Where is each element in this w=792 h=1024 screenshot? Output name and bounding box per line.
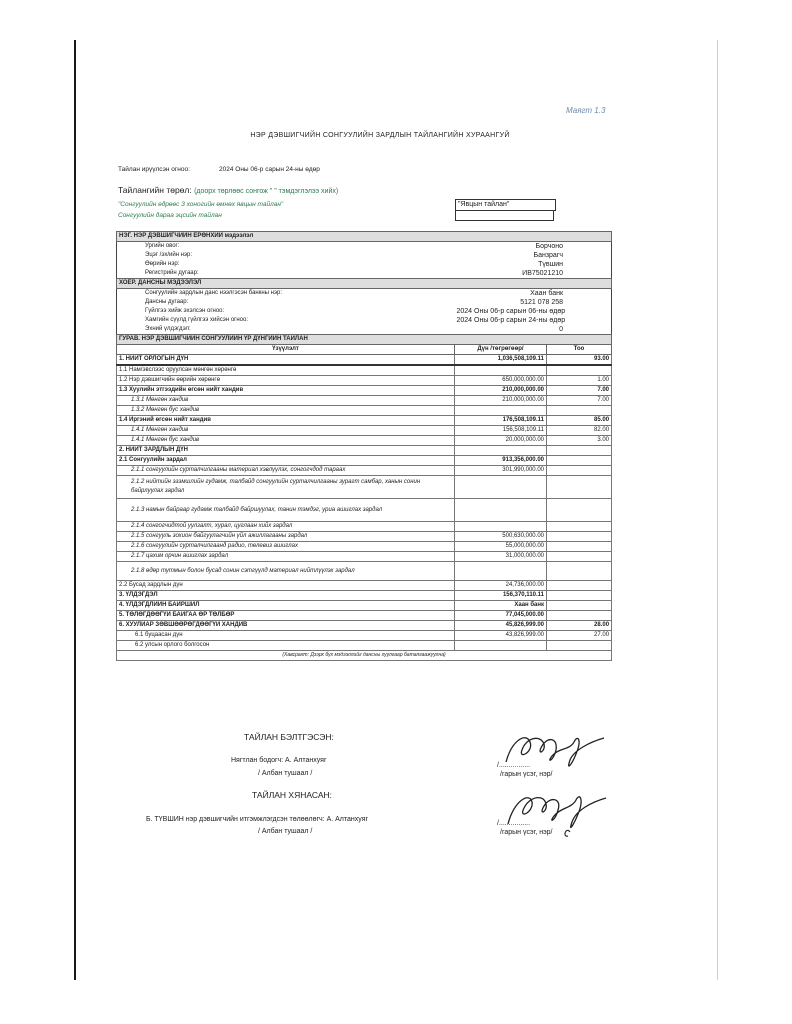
- annex-label: Маягт 1.3: [566, 106, 606, 115]
- col-count-header: Тоо: [547, 345, 612, 355]
- info-value: Банзрагч: [533, 252, 564, 259]
- row-amount: 156,508,109.11: [455, 426, 547, 436]
- row-indicator: 3. ҮЛДЭГДЭЛ: [117, 591, 455, 601]
- row-indicator: 1. НИЙТ ОРЛОГЫН ДҮН: [117, 355, 455, 366]
- table-row: [117, 611, 612, 621]
- row-amount: [455, 522, 547, 532]
- row-count: [547, 406, 612, 416]
- info-row: [117, 269, 612, 279]
- row-amount: [455, 499, 547, 522]
- row-amount: 24,736,000.00: [455, 581, 547, 591]
- row-count: 28.00: [547, 621, 612, 631]
- section-2-header: [117, 279, 612, 289]
- row-amount: 55,000,000.00: [455, 542, 547, 552]
- row-count: 3.00: [547, 436, 612, 446]
- info-label: Эхний үлдэгдэл:: [145, 326, 191, 332]
- table-row: [117, 601, 612, 611]
- row-count: [547, 591, 612, 601]
- page-edge-left: [74, 40, 76, 980]
- row-count: [547, 466, 612, 476]
- info-label: Гүйлгээ хийж эхэлсэн огноо:: [145, 308, 225, 314]
- row-amount: 20,000,000.00: [455, 436, 547, 446]
- info-value: 5121 078 258: [520, 299, 564, 306]
- row-indicator: 2.1.7 цахим орчин ашиглах зардал: [117, 552, 455, 562]
- row-amount: 77,045,000.00: [455, 611, 547, 621]
- row-indicator: 1.4 Иргэний өгсөн нийт хандив: [117, 416, 455, 426]
- table-row: [117, 499, 612, 522]
- row-amount: 176,508,109.11: [455, 416, 547, 426]
- row-count: [547, 611, 612, 621]
- row-amount: [455, 562, 547, 581]
- sign-caption-2: /гарын үсэг, нэр/: [500, 829, 553, 836]
- table-row: [117, 396, 612, 406]
- row-count: [547, 562, 612, 581]
- row-indicator: 2.1.3 намын байраар гудамж талбайд байршуулах, танин тэмдэг, уриа ашиглах зардал: [117, 499, 455, 522]
- row-count: [547, 641, 612, 651]
- table-row: [117, 355, 612, 366]
- row-indicator: 1.4.1 Мөнгөн бус хандив: [117, 436, 455, 446]
- info-row: [117, 260, 612, 269]
- row-indicator: 4. ҮЛДЭГДЛИЙН БАЙРШИЛ: [117, 601, 455, 611]
- table-row: [117, 436, 612, 446]
- table-row: [117, 522, 612, 532]
- row-indicator: 2.1 Сонгуулийн зардал: [117, 456, 455, 466]
- table-row: [117, 631, 612, 641]
- info-label: Сонгуулийн зардлын данс нээлгэсэн банкны нэр:: [145, 290, 283, 296]
- row-amount: 45,826,999.00: [455, 621, 547, 631]
- table-row: [117, 386, 612, 396]
- info-label: Регистрийн дугаар:: [145, 270, 199, 276]
- table-row: [117, 446, 612, 456]
- row-amount: 1,036,508,109.11: [455, 355, 547, 366]
- verified-title: ТАЙЛАН ХЯНАСАН:: [252, 790, 332, 800]
- sign-line-2: /................: [497, 820, 531, 827]
- row-amount: 43,826,999.00: [455, 631, 547, 641]
- row-amount: [455, 406, 547, 416]
- section-1-header-label: НЭГ. НЭР ДЭВШИГЧИЙН ЕРӨНХИЙ мэдээлэл: [117, 232, 612, 242]
- table-row: [117, 466, 612, 476]
- row-amount: Хаан банк: [455, 601, 547, 611]
- row-indicator: 2.1.5 сонгууль зохион байгуулагчийн үйл ажиллагааны зардал: [117, 532, 455, 542]
- row-amount: 301,990,000.00: [455, 466, 547, 476]
- row-amount: 210,000,000.00: [455, 386, 547, 396]
- date-value: 2024 Оны 06-р сарын 24-ны өдөр: [219, 166, 320, 173]
- row-amount: 500,630,000.00: [455, 532, 547, 542]
- table-note: (Хавсралт: Дээрх бүх мэдээллийг дансны хуулгаар баталгаажуулна): [117, 651, 612, 661]
- row-indicator: 6.1 буцаасан дүн: [117, 631, 455, 641]
- info-value: 2024 Оны 06-р сарын 06-ны өдөр: [456, 308, 566, 315]
- info-value: Борчоно: [535, 243, 564, 250]
- info-label: Ургийн овог:: [145, 243, 180, 249]
- report-type-option-2: Сонгуулийн дараа эцсийн тайлан: [118, 212, 222, 219]
- prepared-by: Нягтлан бодогч: А. Алтанхуяг: [231, 757, 327, 764]
- table-row: [117, 591, 612, 601]
- row-count: 7.00: [547, 396, 612, 406]
- row-count: 82.00: [547, 426, 612, 436]
- table-row: [117, 562, 612, 581]
- empty-report-type-box: [455, 210, 554, 221]
- selected-report-type-box: "Явцын тайлан": [455, 199, 556, 211]
- row-indicator: 2.1.6 сонгуулийн сурталчилгаанд радио, телевиз ашиглах: [117, 542, 455, 552]
- row-count: [547, 542, 612, 552]
- row-indicator: 1.2 Нэр дэвшигчийн өөрийн хөрөнгө: [117, 376, 455, 386]
- row-amount: [455, 446, 547, 456]
- row-indicator: 1.3 Хуулийн этгээдийн өгсөн нийт хандив: [117, 386, 455, 396]
- row-amount: [455, 365, 547, 376]
- row-indicator: 2.1.8 өдөр тутмын болон бусад сонин сэтгүүлд материал нийтлүүлэх зардал: [117, 562, 455, 581]
- date-label: Тайлан ирүүлсэн огноо:: [118, 166, 190, 173]
- row-amount: [455, 476, 547, 499]
- info-value: Хаан банк: [530, 290, 564, 297]
- table-header: [117, 345, 612, 355]
- row-indicator: 1.1 Нам/эвслээс оруулсан мөнгөн хөрөнгө: [117, 365, 455, 376]
- row-amount: 210,000,000.00: [455, 396, 547, 406]
- table-row: [117, 426, 612, 436]
- row-indicator: 2.1.4 сонгогчидтой уулзалт, хурал, цуглаан хийх зардал: [117, 522, 455, 532]
- position-1: / Албан тушаал /: [258, 770, 313, 777]
- row-count: [547, 476, 612, 499]
- row-indicator: 2.1.2 нийтийн эзэмшлийн гудамж, талбайд сонгуулийн сурталчилгааны зурагт самбар, ханын сонин байрлуулах зардал: [117, 476, 455, 499]
- prepared-title: ТАЙЛАН БЭЛТГЭСЭН:: [244, 732, 334, 742]
- table-row: [117, 621, 612, 631]
- section-3-header: [117, 335, 612, 345]
- row-count: [547, 446, 612, 456]
- signature-1-icon: [500, 720, 610, 778]
- info-label: Өөрийн нэр:: [145, 261, 180, 267]
- info-row: [117, 251, 612, 260]
- report-type-label-text: Тайлангийн төрөл:: [118, 185, 192, 195]
- row-count: [547, 581, 612, 591]
- row-amount: 31,000,000.00: [455, 552, 547, 562]
- row-indicator: 2.2 Бусад зардлын дүн: [117, 581, 455, 591]
- table-row: [117, 476, 612, 499]
- row-count: [547, 365, 612, 376]
- row-indicator: 1.3.2 Мөнгөн бус хандив: [117, 406, 455, 416]
- row-indicator: 6. ХУУЛИАР ЗӨВШӨӨРӨГДӨӨГҮЙ ХАНДИВ: [117, 621, 455, 631]
- info-row: [117, 307, 612, 316]
- row-indicator: 1.3.1 Мөнгөн хандив: [117, 396, 455, 406]
- row-count: [547, 552, 612, 562]
- row-amount: [455, 641, 547, 651]
- row-count: 27.00: [547, 631, 612, 641]
- report-table: [116, 231, 612, 661]
- section-2-header-label: ХОЁР. ДАНСНЫ МЭДЭЭЛЭЛ: [117, 279, 612, 289]
- row-indicator: 2.1.1 сонгуулийн сурталчилгааны материал хэвлүүлэх, сонгогчдод тараах: [117, 466, 455, 476]
- info-value: 2024 Оны 06-р сарын 24-ны өдөр: [456, 317, 566, 324]
- table-row: [117, 641, 612, 651]
- col-indicator-header: Үзүүлэлт: [117, 345, 455, 355]
- row-amount: 913,356,000.00: [455, 456, 547, 466]
- table-row: [117, 406, 612, 416]
- report-type-note: (доорх төрлөөс сонгож " " тэмдэглэлээ хийх): [194, 188, 339, 195]
- row-amount: 650,000,000.00: [455, 376, 547, 386]
- info-value: 0: [559, 326, 564, 333]
- row-count: 7.00: [547, 386, 612, 396]
- info-label: Эцэг /эх/ийн нэр:: [145, 252, 193, 258]
- table-row: [117, 365, 612, 376]
- row-count: [547, 532, 612, 542]
- row-count: [547, 522, 612, 532]
- row-indicator: 5. ТӨЛӨГДӨӨГҮЙ БАЙГАА ӨР ТӨЛБӨР: [117, 611, 455, 621]
- document-title: НЭР ДЭВШИГЧИЙН СОНГУУЛИЙН ЗАРДЛЫН ТАЙЛАНГИЙН ХУРААНГУЙ: [250, 132, 510, 139]
- report-type-option-1: "Сонгуулийн өдрөөс 3 хоногийн өмнөх явцын тайлан": [118, 201, 284, 208]
- info-row: [117, 325, 612, 335]
- info-label: Дансны дугаар:: [145, 299, 189, 305]
- page-edge-right: [717, 40, 718, 980]
- col-amount-header: Дүн /төгрөгөөр/: [455, 345, 547, 355]
- table-note-row: [117, 651, 612, 661]
- table-row: [117, 542, 612, 552]
- info-row: [117, 242, 612, 252]
- row-indicator: 6.2 улсын орлого болгосон: [117, 641, 455, 651]
- info-label: Хамгийн сүүлд гүйлгээ хийсэн огноо:: [145, 317, 249, 323]
- row-count: [547, 601, 612, 611]
- row-count: 1.00: [547, 376, 612, 386]
- row-amount: 156,370,110.11: [455, 591, 547, 601]
- table-row: [117, 552, 612, 562]
- row-indicator: 1.4.1 Мөнгөн хандив: [117, 426, 455, 436]
- section-3-header-label: ГУРАВ. НЭР ДЭВШИГЧИЙН СОНГУУЛИЙН ҮР ДҮНГИЙН ТАЙЛАН: [117, 335, 612, 345]
- info-value: Түвшин: [538, 261, 564, 268]
- table-row: [117, 456, 612, 466]
- sign-line-1: /................: [497, 762, 531, 769]
- row-count: 93.00: [547, 355, 612, 366]
- info-row: [117, 316, 612, 325]
- signature-2-icon: [500, 778, 610, 844]
- table-row: [117, 532, 612, 542]
- position-2: / Албан тушаал /: [258, 828, 313, 835]
- row-count: [547, 499, 612, 522]
- info-row: [117, 289, 612, 299]
- info-row: [117, 298, 612, 307]
- table-row: [117, 376, 612, 386]
- section-1-header: [117, 232, 612, 242]
- verified-by: Б. ТҮВШИН нэр дэвшигчийн итгэмжлэгдсэн төлөөлөгч: А. Алтанхуяг: [146, 816, 369, 823]
- table-row: [117, 416, 612, 426]
- row-count: [547, 456, 612, 466]
- sign-caption-1: /гарын үсэг, нэр/: [500, 771, 553, 778]
- report-type-label: [118, 185, 338, 195]
- row-indicator: 2. НИЙТ ЗАРДЛЫН ДҮН: [117, 446, 455, 456]
- table-row: [117, 581, 612, 591]
- info-value: ИВ75021210: [522, 270, 564, 277]
- row-count: 85.00: [547, 416, 612, 426]
